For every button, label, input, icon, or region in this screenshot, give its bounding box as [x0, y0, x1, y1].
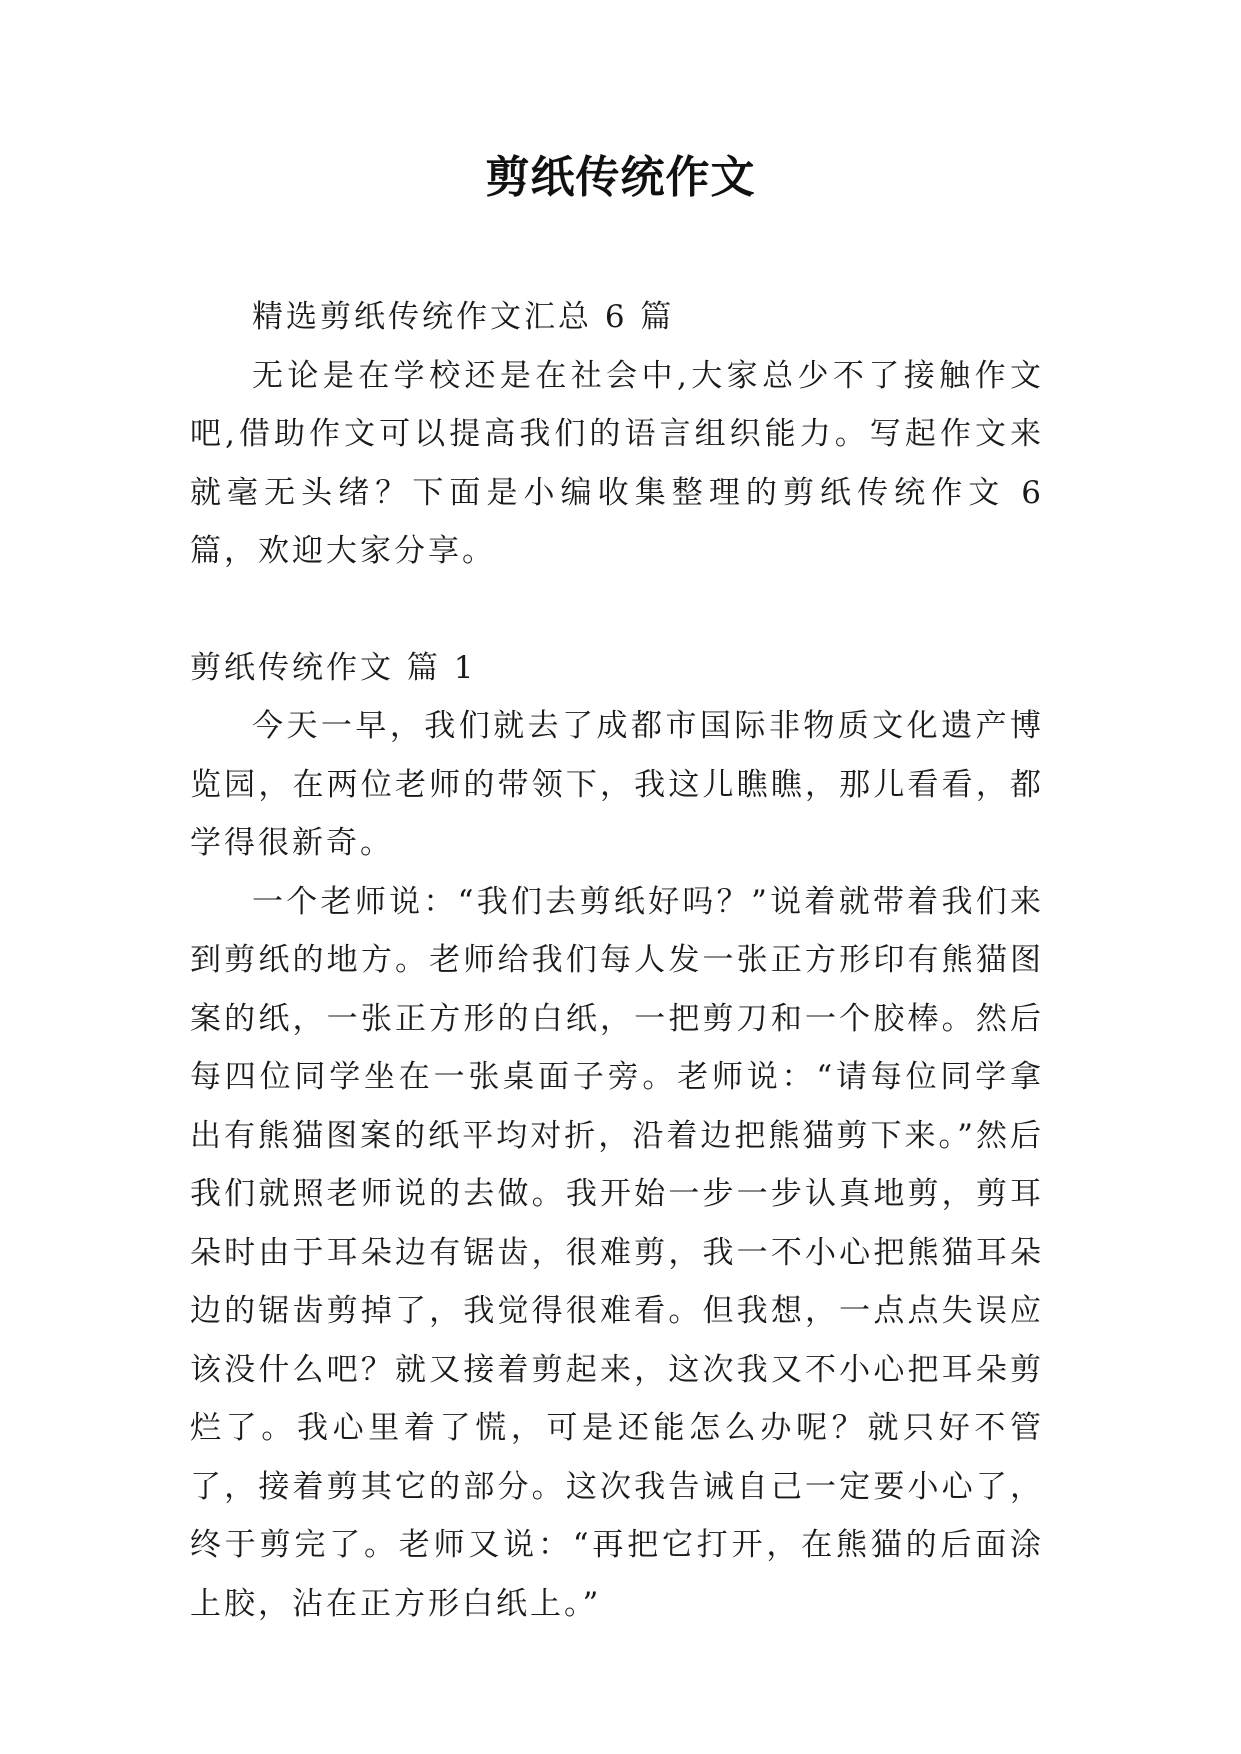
document-title: 剪纸传统作文 [485, 152, 756, 203]
document-subtitle: 精选剪纸传统作文汇总 6 篇 [252, 299, 675, 335]
intro-paragraph: 无论是在学校还是在社会中,大家总少不了接触作文吧,借助作文可以提高我们的语言组织能力。写起作文来就毫无头绪？下面是小编收集整理的剪纸传统作文 6 篇，欢迎大家分享。 [190, 357, 1044, 569]
section-paragraph: 今天一早，我们就去了成都市国际非物质文化遗产博览园，在两位老师的带领下，我这儿瞧瞧，那儿看看，都学得很新奇。 [190, 708, 1044, 861]
section-paragraph: 一个老师说：“我们去剪纸好吗？”说着就带着我们来到剪纸的地方。老师给我们每人发一张正方形印有熊猫图案的纸，一张正方形的白纸，一把剪刀和一个胶棒。然后每四位同学坐在一张桌面子旁。老师说：“请每位同学拿出有熊猫图案的纸平均对折，沿着边把熊猫剪下来。”然后我们就照老师说的去做。我开始一步一步认真地剪，剪耳朵时由于耳朵边有锯齿，很难剪，我一不小心把熊猫耳朵边的锯齿剪掉了，我觉得很难看。但我想，一点点失误应该没什么吧？就又接着剪起来，这次我又不小心把耳朵剪烂了。我心里着了慌，可是还能怎么办呢？就只好不管了，接着剪其它的部分。这次我告诫自己一定要小心了，终于剪完了。老师又说：“再把它打开，在熊猫的后面涂上胶，沾在正方形白纸上。” [190, 883, 1044, 1622]
document-body [190, 288, 1044, 1633]
section-heading: 剪纸传统作文 篇 1 [190, 649, 477, 686]
